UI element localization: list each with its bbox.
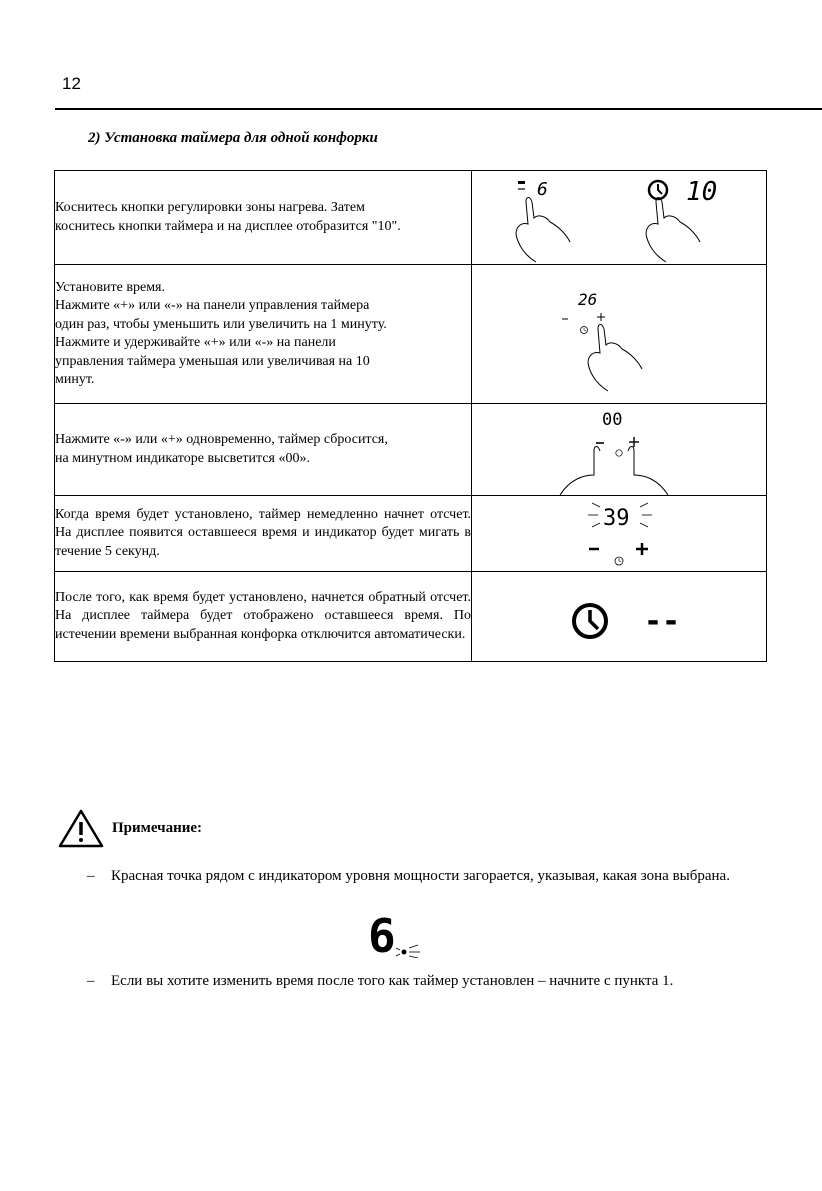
step-3-line-2: на минутном индикаторе высветится «00». [55, 450, 310, 466]
note-title: Примечание: [112, 819, 203, 836]
step-3-display [474, 405, 764, 495]
clock-icon [649, 181, 667, 199]
red-dot-icon [396, 945, 420, 958]
step-row-4 [55, 496, 767, 572]
step-2-display [474, 269, 764, 399]
clock-icon [581, 327, 588, 334]
step-2-line-2: Нажмите «+» или «-» на панели управления таймера [55, 298, 370, 313]
step-3-text [55, 404, 472, 496]
finger-icon [646, 197, 700, 262]
zone-value: 6 [537, 178, 548, 200]
step-2-line-5: управления таймера уменьшая или увеличивая на 10 [55, 353, 370, 369]
step-2-line-4: Нажмите и удерживайте «+» или «-» на панели [55, 335, 336, 350]
clock-icon [616, 449, 622, 455]
plus-icon [629, 437, 639, 447]
step-5-illustration [472, 572, 767, 662]
step-3-line-1: Нажмите «-» или «+» одновременно, таймер сбросится, [55, 432, 388, 447]
header-divider [55, 108, 822, 110]
timer-value: -- [644, 603, 681, 639]
step-2-illustration [472, 265, 767, 404]
step-1-illustration [472, 171, 767, 265]
finger-icon [628, 446, 668, 495]
timer-value: 26 [578, 290, 598, 309]
note-bullet-2-text: Если вы хотите изменить время после того как таймер установлен – начните с пункта 1. [111, 973, 674, 989]
step-row-2 [55, 265, 767, 404]
power-level-value: 6 [368, 909, 396, 958]
finger-icon [560, 446, 600, 495]
step-5-text: После того, как время будет установлено, начнется обратный отсчет. На дисплее таймера будет отображено оставшееся время. По истечении времени выбранная конфорка отключится автоматически. [55, 572, 472, 662]
section-title: 2) Установка таймера для одной конфорки [88, 130, 378, 146]
warning-icon [58, 808, 104, 848]
finger-icon [588, 325, 642, 392]
step-row-5 [55, 572, 767, 662]
step-2-line-1: Установите время. [55, 279, 165, 295]
plus-icon [597, 313, 605, 321]
steps-table [54, 170, 767, 662]
step-5-display [474, 577, 764, 657]
page-number: 12 [62, 74, 81, 93]
step-3-illustration [472, 404, 767, 496]
note-header [58, 808, 202, 848]
timer-value: 00 [602, 409, 623, 430]
timer-value: 10 [686, 176, 718, 207]
step-row-1 [55, 171, 767, 265]
step-4-display [474, 497, 764, 571]
finger-icon [516, 197, 570, 262]
step-2-line-6: минут. [55, 372, 95, 387]
bullet-dash: – [87, 973, 95, 989]
step-row-3 [55, 404, 767, 496]
step-4-text: Когда время будет установлено, таймер немедленно начнет отсчет. На дисплее появится оставшееся время и индикатор будет мигать в течение 5 секунд. [55, 496, 472, 572]
step-4-illustration [472, 496, 767, 572]
bullet-dash: – [87, 868, 95, 884]
step-1-text [55, 171, 472, 265]
step-1-line-2: коснитесь кнопки таймера и на дисплее отобразится "10". [55, 218, 401, 234]
step-2-line-3: один раз, чтобы уменьшить или увеличить на 1 минуту. [55, 316, 387, 332]
clock-icon [615, 557, 623, 565]
clock-icon [574, 605, 606, 637]
power-level-indicator [368, 908, 424, 958]
note-bullet-1-text: Красная точка рядом с индикатором уровня мощности загорается, указывая, какая зона выбрана. [111, 868, 730, 884]
timer-value: 39 [603, 505, 630, 531]
plus-icon [636, 543, 648, 555]
step-2-text [55, 265, 472, 404]
step-1-display [474, 172, 764, 264]
zone-select-bar-icon [518, 181, 525, 184]
step-1-line-1: Коснитесь кнопки регулировки зоны нагрева. Затем [55, 200, 365, 215]
